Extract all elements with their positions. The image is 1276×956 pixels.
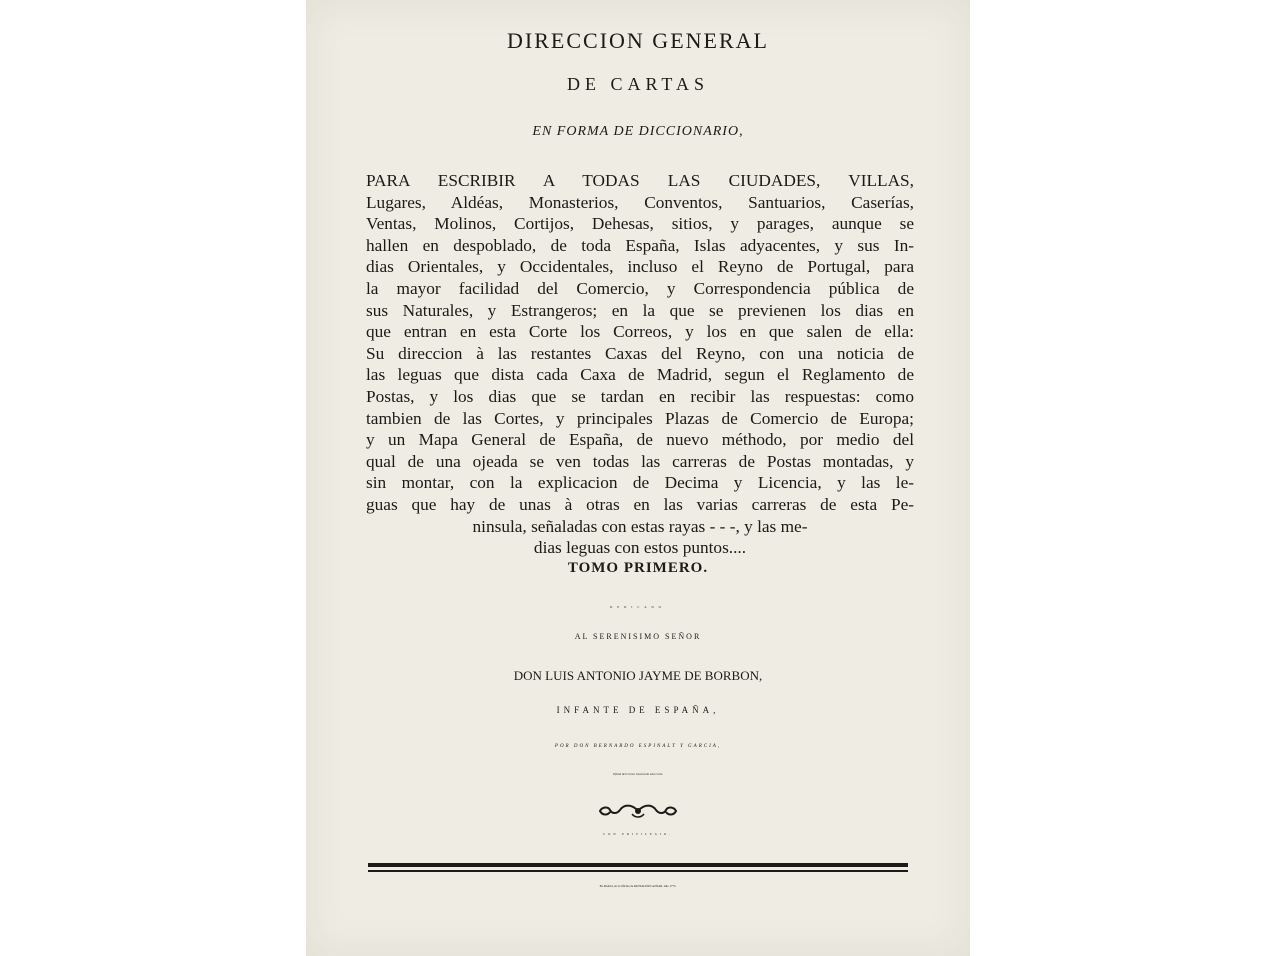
description-line: qual de una ojeada se ven todas las carreras de Postas montadas, y xyxy=(366,451,914,471)
description-line: Ventas, Molinos, Cortijos, Dehesas, sitios, y parages, aunque se xyxy=(366,214,914,234)
description-paragraph xyxy=(366,170,914,559)
volume-heading: TOMO PRIMERO. xyxy=(567,560,709,576)
dedication-line-1: DEDICADO xyxy=(610,605,666,609)
description-line: dias Orientales, y Occidentales, incluso el Reyno de Portugal, para xyxy=(366,257,914,277)
title-page xyxy=(306,0,970,956)
dedication-line-2: AL SERENISIMO SEÑOR xyxy=(574,632,702,641)
description-line: Postas, y los dias que se tardan en recibir las respuestas: como xyxy=(366,386,914,406)
divider-rule-thin xyxy=(368,870,908,872)
fleuron-ornament-icon xyxy=(596,802,680,820)
description-line: las leguas que dista cada Caxa de Madrid, segun el Reglamento de xyxy=(366,365,914,385)
title-line-1: DIRECCION GENERAL xyxy=(507,28,769,53)
description-line: Lugares, Aldéas, Monasterios, Conventos, Santuarios, Caserías, xyxy=(366,192,914,212)
description-line: Su direccion à las restantes Caxas del Reyno, con una noticia de xyxy=(366,343,914,363)
dedicatee-name: DON LUIS ANTONIO JAYME DE BORBON, xyxy=(513,668,763,683)
description-line: y un Mapa General de España, de nuevo méthodo, por medio del xyxy=(366,430,914,450)
description-line: PARA ESCRIBIR A TODAS LAS CIUDADES, VILLAS, xyxy=(366,171,914,190)
author-line: POR DON BERNARDO ESPINALT Y GARCIA, xyxy=(554,744,722,749)
description-line: tambien de las Cortes, y principales Plazas de Comercio de Europa; xyxy=(366,408,914,428)
description-line: dias leguas con estos puntos.... xyxy=(533,538,747,558)
description-line: la mayor facilidad del Comercio, y Correspondencia pública de xyxy=(366,278,914,298)
imprint-line: En Madrid, en la Oficina de PANTALEON AZNAR. Año 1775. xyxy=(599,884,677,888)
divider-rule xyxy=(368,863,908,867)
description-line: que entran en esta Corte los Correos, y los en que salen de ella: xyxy=(366,322,914,342)
description-line: guas que hay de unas à otras en las varias carreras de esta Pe- xyxy=(366,494,914,514)
title-line-2: DE CARTAS xyxy=(567,74,709,94)
author-office: Oficial del Correo General de esta Corte. xyxy=(612,772,664,776)
description-line: sus Naturales, y Estrangeros; en la que se previenen los dias en xyxy=(366,300,914,320)
title-line-3: EN FORMA DE DICCIONARIO, xyxy=(532,124,744,139)
dedicatee-title: INFANTE DE ESPAÑA, xyxy=(556,705,720,715)
description-line: ninsula, señaladas con estas rayas - - -, y las me- xyxy=(472,516,808,536)
description-line: sin montar, con la explicacion de Decima y Licencia, y las le- xyxy=(366,473,914,493)
description-line: hallen en despoblado, de toda España, Islas adyacentes, y sus In- xyxy=(366,235,914,255)
privilege-notice: CON PRIVILEGIO. xyxy=(603,832,673,836)
